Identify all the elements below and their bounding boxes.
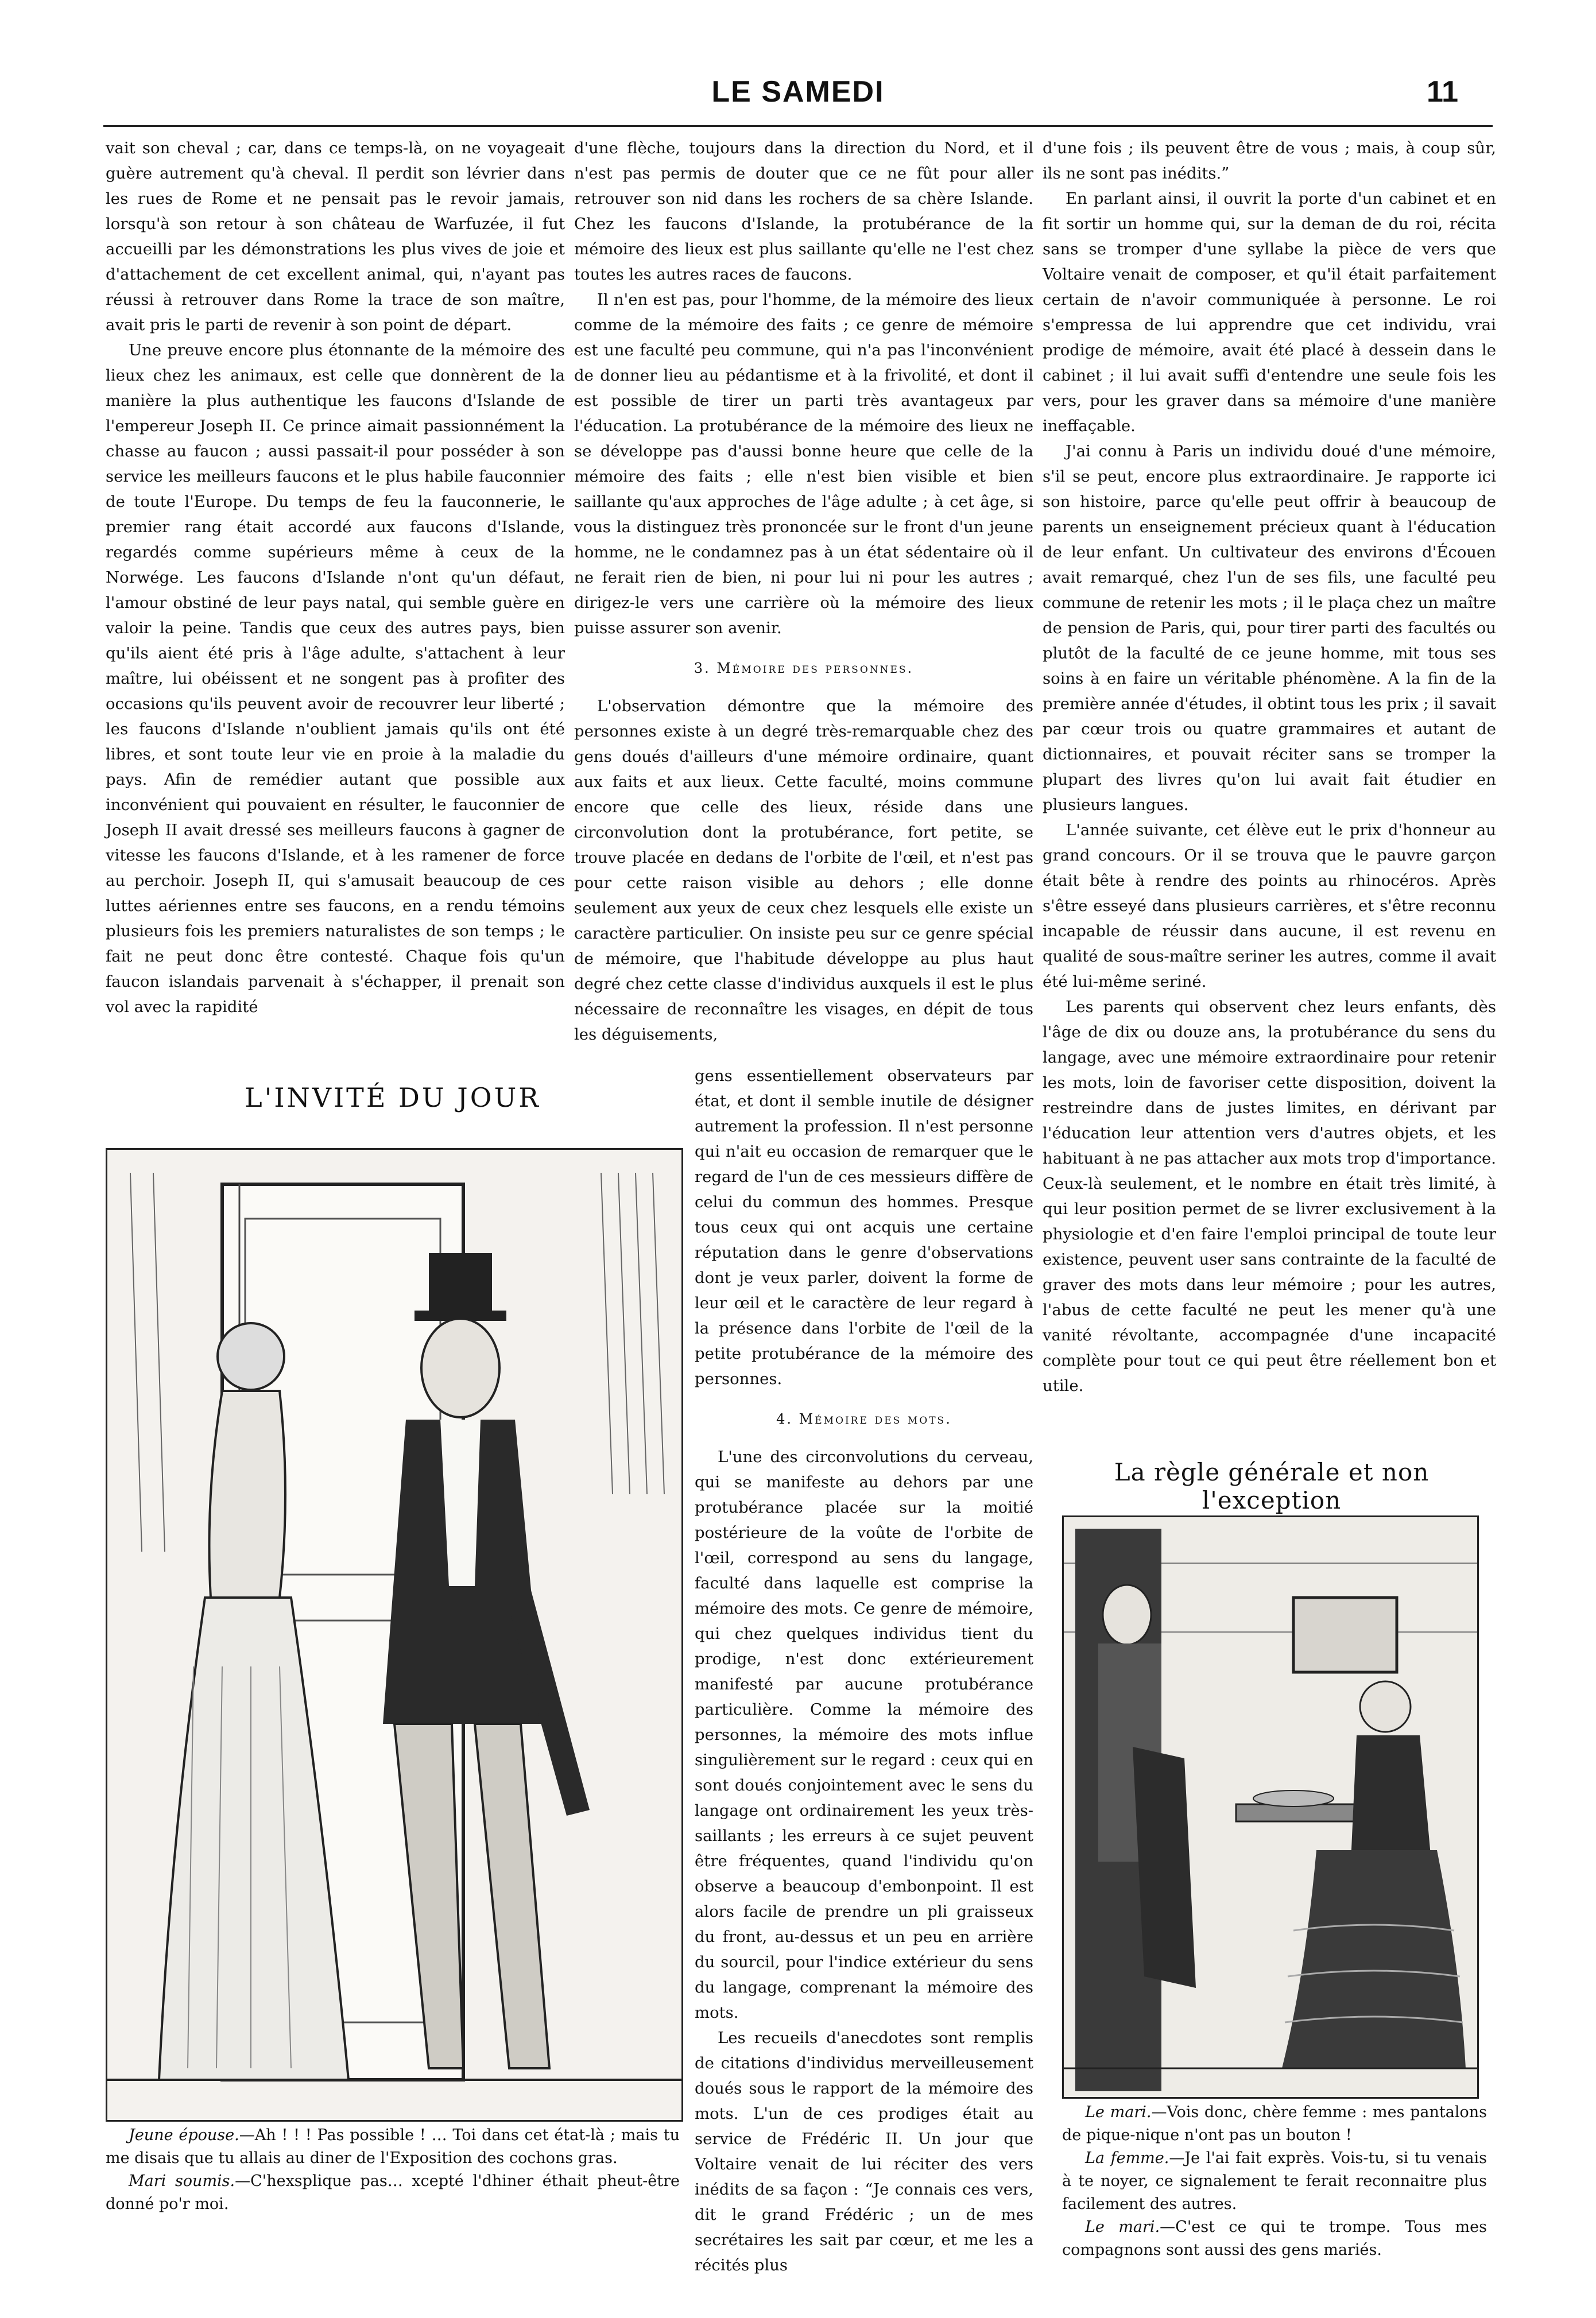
- section-heading-memoire-des-mots: 4. Mémoire des mots.: [776, 1411, 952, 1427]
- paragraph: Il n'en est pas, pour l'homme, de la mémoire des lieux comme de la mémoire des faits ; ce genre de mémoire est une faculté peu commune, qui n'a pas l'inconvénient de donner lieu au pédantisme et à la frivolité, et dont il est possible de tirer un parti très avantageux par l'éducation. La protubérance de la mémoire des lieux ne se développe pas d'aussi bonne heure que celle de la mémoire des faits ; elle n'est bien visible et bien saillante qu'aux approches de l'âge adulte ; à cet âge, si vous la distinguez très prononcée sur le front d'un jeune homme, ne le condamnez pas à un état sédentaire où il ne ferait rien de bien, ni pour lui ni pour les autres ; dirigez-le vers une carrière où la mémoire des lieux puisse assurer son avenir.: [574, 290, 1033, 637]
- paragraph: En parlant ainsi, il ouvrit la porte d'un cabinet et en fit sortir un homme qui, sur la deman de du roi, récita sans se tromper d'une syllabe la pièce de vers que Voltaire venait de composer, et qu'il était parfaitement certain de n'avoir communiquée à personne. Le roi s'empressa de lui apprendre que cet individu, vrai prodige de mémoire, avait été placé à dessein dans le cabinet ; il lui avait suffi d'entendre une seule fois les vers, pour les graver dans sa mémoire d'une manière ineffaçable.: [1043, 189, 1496, 435]
- caption-text: —Vois donc, chère femme : mes pantalons de pique-nique n'ont pas un bouton !: [1062, 2103, 1487, 2144]
- caption-line: [1062, 2101, 1487, 2147]
- page-header: [0, 75, 1596, 115]
- engraving-couple-at-door: [107, 1150, 681, 2120]
- caption-speaker: Le mari.: [1085, 2218, 1160, 2236]
- caption-text: —C'est ce qui te trompe. Tous mes compagnons sont aussi des gens mariés.: [1062, 2218, 1487, 2259]
- article-column-3: [1043, 135, 1496, 1427]
- caption-speaker: Le mari.: [1085, 2103, 1152, 2121]
- article-column-2: [574, 135, 1033, 1063]
- paragraph: d'une fois ; ils peuvent être de vous ; mais, à coup sûr, ils ne sont pas inédits.”: [1043, 139, 1496, 183]
- paragraph: gens essentiellement observateurs par état, et dont il semble inutile de désigner autrement la profession. Il n'est personne qui n'ait eu occasion de remarquer que le regard de l'un de ces messieurs diffère de celui du commun des hommes. Presque tous ceux qui ont acquis une certaine réputation dans le genre d'observations dont je veux parler, doivent la forme de leur œil et le caractère de leur regard à la présence dans l'orbite de l'œil de la petite protubérance de la mémoire des personnes.: [695, 1067, 1033, 1388]
- caption-speaker: La femme.: [1085, 2149, 1169, 2167]
- cartoon-caption-regle: [1062, 2101, 1487, 2262]
- cartoon-title-regle: La règle générale et non l'exception: [1114, 1458, 1430, 1514]
- article-column-2-continued: [695, 1063, 1033, 2274]
- cartoon-illustration-invite: [106, 1148, 683, 2122]
- caption-line: [106, 2124, 680, 2170]
- caption-text: —Je l'ai fait exprès. Vois-tu, si tu venais à te noyer, ce signalement te ferait reconnaitre plus facilement des autres.: [1062, 2149, 1487, 2213]
- paragraph: vait son cheval ; car, dans ce temps-là, on ne voyageait guère autrement qu'à cheval. Il perdit son lévrier dans les rues de Rome et ne pensait pas le revoir jamais, lorsqu'à son retour à son château de Warfuzée, il fut accueilli par les démonstrations les plus vives de joie et d'attachement de cet excellent animal, qui, n'ayant pas réussi à retrouver dans Rome la trace de son maître, avait pris le parti de revenir à son point de départ.: [106, 139, 565, 334]
- paragraph: Les recueils d'anecdotes sont remplis de citations d'individus merveilleusement doués sous le rapport de la mémoire des mots. L'un de ces prodiges était au service de Frédéric II. Un jour que Voltaire venait de lui réciter des vers inédits de sa façon : “Je connais ces vers, dit le grand Frédéric ; un de mes secrétaires les sait par cœur, et me les a récités plus: [695, 2029, 1033, 2274]
- cartoon-title-invite: L'INVITÉ DU JOUR: [245, 1082, 541, 1113]
- caption-speaker: Jeune épouse.: [129, 2126, 239, 2144]
- paragraph: J'ai connu à Paris un individu doué d'une mémoire, s'il se peut, encore plus extraordinaire. Je rapporte ici son histoire, parce qu'elle peut offrir à beaucoup de parents un enseignement précieux quant à l'éducation de leur enfant. Un cultivateur des environs d'Écouen avait remarqué, chez l'un de ses fils, une faculté peu commune de retenir les mots ; il le plaça chez un maître de pension de Paris, qui, pour tirer parti des facultés ou plutôt de la faculté de ce jeune homme, mit tous ses soins à en faire un véritable phénomène. A la fin de la première année d'études, il obtint tous les prix ; il savait par cœur trois ou quatre grammaires et autant de dictionnaires, et pouvait réciter sans se tromper la plupart des livres qu'on lui avait fait étudier en plusieurs langues.: [1043, 442, 1496, 814]
- paragraph: d'une flèche, toujours dans la direction du Nord, et il n'est pas permis de douter que ce ne fût pour aller retrouver son nid dans les rochers de sa chère Islande. Chez les faucons d'Islande, la protubérance de la mémoire des lieux est plus saillante qu'elle ne l'est chez toutes les autres races de faucons.: [574, 139, 1033, 284]
- header-rule: [103, 125, 1493, 127]
- page-number: 11: [1427, 75, 1458, 108]
- article-column-1: [106, 135, 565, 1063]
- newspaper-title: LE SAMEDI: [711, 75, 885, 108]
- cartoon-illustration-regle: [1062, 1515, 1479, 2099]
- paragraph: L'une des circonvolutions du cerveau, qui se manifeste au dehors par une protubérance placée sur la moitié postérieure de la voûte de l'orbite de l'œil, correspond au sens du langage, faculté dans laquelle est comprise la mémoire des mots. Ce genre de mémoire, qui chez quelques individus tient du prodige, n'est donc extérieurement manifesté par aucune protubérance particulière. Comme la mémoire des personnes, la mémoire des mots influe singulièrement sur le regard : ceux qui en sont doués conjointement avec le sens du langage ont ordinairement les yeux très-saillants ; les erreurs à ce sujet peuvent être fréquentes, quand l'individu qu'on observe a beaucoup d'embonpoint. Il est alors facile de prendre un pli graisseux du front, au-dessus et un peu en arrière du sourcil, pour l'indice extérieur du sens du langage, comprenant la mémoire des mots.: [695, 1448, 1033, 2022]
- paragraph: L'année suivante, cet élève eut le prix d'honneur au grand concours. Or il se trouva que le pauvre garçon était bête à rendre des points au rhinocéros. Après s'être esseyé dans plusieurs carrières, et s'être reconnu incapable de réussir dans aucune, il est revenu en qualité de sous-maître seriner les autres, comme il avait été lui-même seriné.: [1043, 821, 1496, 991]
- caption-line: [106, 2170, 680, 2216]
- paragraph: Une preuve encore plus étonnante de la mémoire des lieux chez les animaux, est celle que donnèrent de la manière la plus authentique les faucons d'Islande de l'empereur Joseph II. Ce prince aimait passionnément la chasse au faucon ; aussi passait-il pour posséder à son service les meilleurs faucons et le plus habile fauconnier de toute l'Europe. Du temps de feu la fauconnerie, le premier rang était accordé aux faucons d'Islande, regardés comme supérieurs même à ceux de la Norwége. Les faucons d'Islande n'ont qu'un défaut, l'amour obstiné de leur pays natal, qui semble guère en valoir la peine. Tandis que ceux des autres pays, bien qu'ils aient été pris à l'âge adulte, s'attachent à leur maître, lui obéissent et ne songent pas à profiter des occasions qu'ils peuvent avoir de recouvrer leur liberté ; les faucons d'Islande n'oublient jamais qu'ils ont été libres, et sont toute leur vie en proie à la maladie du pays. Afin de remédier autant que possible aux inconvénient qui pouvaient en résulter, le fauconnier de Joseph II avait dressé ses meilleurs faucons à gagner de vitesse les faucons d'Islande, et à les ramener de force au perchoir. Joseph II, qui s'amusait beaucoup de ces luttes aériennes entre ses faucons, en a rendu témoins plusieurs fois les premiers naturalistes de son temps ; le fait ne peut donc être contesté. Chaque fois qu'un faucon islandais parvenait à s'échapper, il prenait son vol avec la rapidité: [106, 341, 565, 1016]
- caption-line: [1062, 2216, 1487, 2262]
- cartoon-caption-invite: [106, 2124, 680, 2216]
- section-heading-memoire-des-personnes: 3. Mémoire des personnes.: [694, 660, 914, 676]
- engraving-couple-in-parlor: [1064, 1517, 1477, 2097]
- caption-speaker: Mari soumis.: [129, 2172, 235, 2190]
- caption-text: —C'hexsplique pas… xcepté l'dhiner éthait pheut-être donné po'r moi.: [106, 2172, 680, 2213]
- caption-line: [1062, 2147, 1487, 2216]
- paragraph: Les parents qui observent chez leurs enfants, dès l'âge de dix ou douze ans, la protubérance du sens du langage, avec une mémoire extraordinaire pour retenir les mots, loin de favoriser cette disposition, doivent la restreindre dans de justes limites, en dérivant par l'éducation leur attention vers d'autres objets, et les habituant à ne pas attacher aux mots trop d'importance. Ceux-là seulement, et le nombre en était très limité, à qui leur position permet de se livrer exclusivement à la physiologie et d'en faire l'emploi principal de toute leur existence, peuvent user sans contrainte de la faculté de graver des mots dans leur mémoire ; pour les autres, l'abus de cette faculté ne peut les mener qu'à une vanité révoltante, accompagnée d'une incapacité complète pour tout ce qui peut être réellement bon et utile.: [1043, 998, 1496, 1395]
- paragraph: L'observation démontre que la mémoire des personnes existe à un degré très-remarquable chez des gens doués d'ailleurs d'une mémoire ordinaire, quant aux faits et aux lieux. Cette faculté, moins commune encore que celle des lieux, réside dans une circonvolution dont la protubérance, fort petite, se trouve placée en dedans de l'orbite de l'œil, et n'est pas pour cette raison visible au dehors ; elle donne seulement aux yeux de ceux chez lesquels elle existe un caractère particulier. On insiste peu sur ce genre spécial de mémoire, que l'habitude développe au plus haut degré chez cette classe d'individus auxquels il est le plus nécessaire de reconnaître les visages, en dépit de tous les déguisements,: [574, 697, 1033, 1044]
- caption-text: —Ah ! ! ! Pas possible ! … Toi dans cet état-là ; mais tu me disais que tu allais au diner de l'Exposition des cochons gras.: [106, 2126, 680, 2167]
